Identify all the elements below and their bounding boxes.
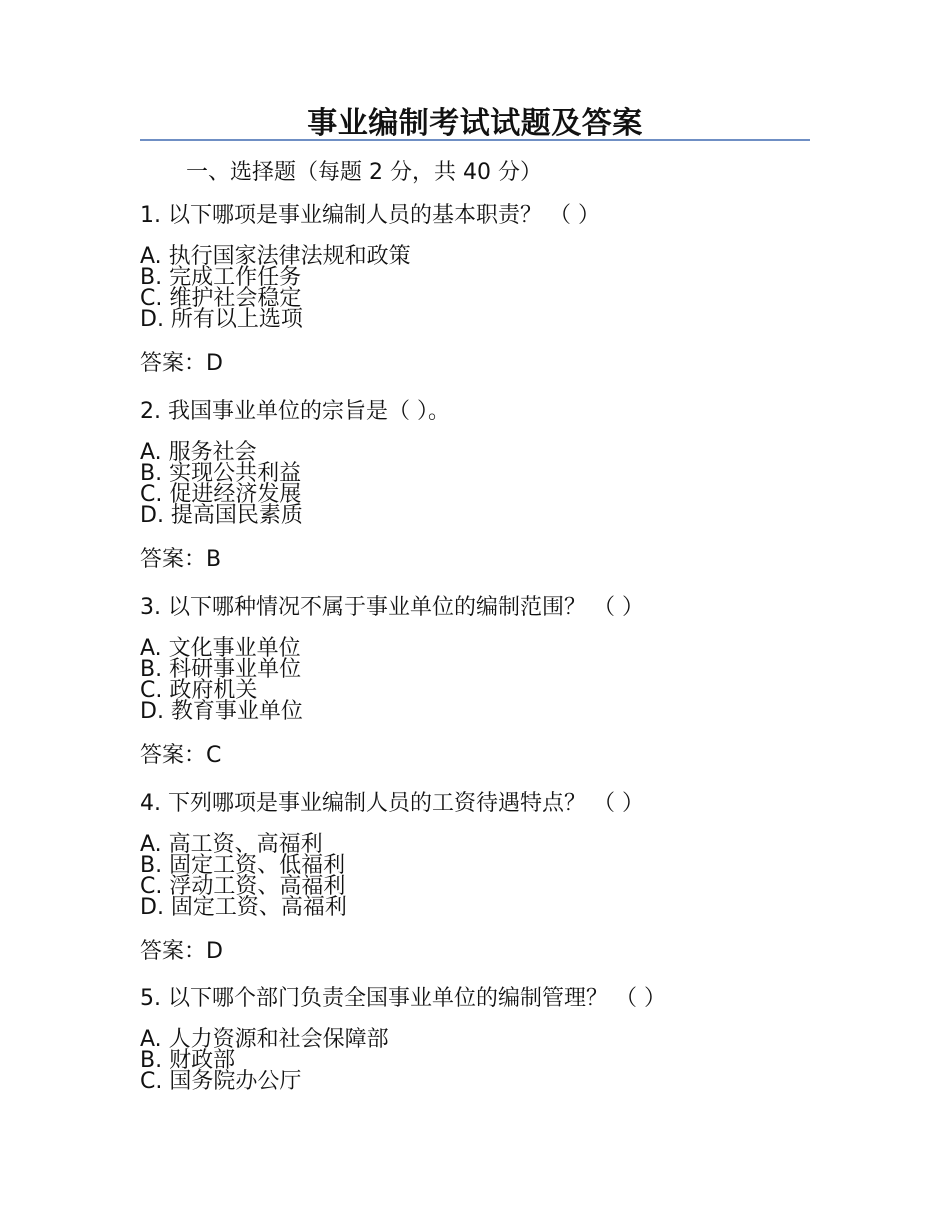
answer-text: 答案：D [140,351,223,376]
option-list [140,1029,800,1092]
option-list [140,834,800,918]
option-c: C. 国务院办公厅 [140,1069,302,1094]
option-a: A. 服务社会 [140,440,257,465]
option-a: A. 人力资源和社会保障部 [140,1027,389,1052]
question-block-1 [140,200,800,380]
option-a: A. 执行国家法律法规和政策 [140,244,411,269]
option-d: D. 固定工资、高福利 [140,895,347,920]
option-list [140,246,800,330]
question-block-5 [140,983,800,1092]
option-c: C. 政府机关 [140,678,258,703]
question-text: 1. 以下哪项是事业编制人员的基本职责？ （ ） [140,203,600,228]
option-list [140,442,800,526]
answer-text: 答案：B [140,547,222,572]
option-d: D. 所有以上选项 [140,307,303,332]
question-text: 4. 下列哪项是事业编制人员的工资待遇特点？ （ ） [140,791,644,816]
option-b: B. 实现公共利益 [140,461,302,486]
document-title: 事业编制考试试题及答案 [307,106,643,141]
option-c: C. 促进经济发展 [140,482,302,507]
answer-text: 答案：D [140,939,223,964]
option-a: A. 文化事业单位 [140,636,301,661]
option-d: D. 提高国民素质 [140,503,303,528]
question-text: 2. 我国事业单位的宗旨是（ ）。 [140,399,450,424]
option-c: C. 浮动工资、高福利 [140,874,346,899]
answer-text: 答案：C [140,743,222,768]
section-heading: 一、选择题（每题 2 分，共 40 分） [186,160,542,185]
option-b: B. 固定工资、低福利 [140,853,346,878]
question-block-3 [140,592,800,772]
question-block-4 [140,788,800,968]
title-underline [140,139,810,141]
question-text: 5. 以下哪个部门负责全国事业单位的编制管理？ （ ） [140,986,666,1011]
question-text: 3. 以下哪种情况不属于事业单位的编制范围？ （ ） [140,595,644,620]
option-b: B. 科研事业单位 [140,657,302,682]
option-c: C. 维护社会稳定 [140,286,302,311]
option-b: B. 完成工作任务 [140,265,302,290]
option-d: D. 教育事业单位 [140,699,303,724]
option-a: A. 高工资、高福利 [140,832,323,857]
question-block-2 [140,396,800,576]
option-b: B. 财政部 [140,1048,236,1073]
option-list [140,638,800,722]
